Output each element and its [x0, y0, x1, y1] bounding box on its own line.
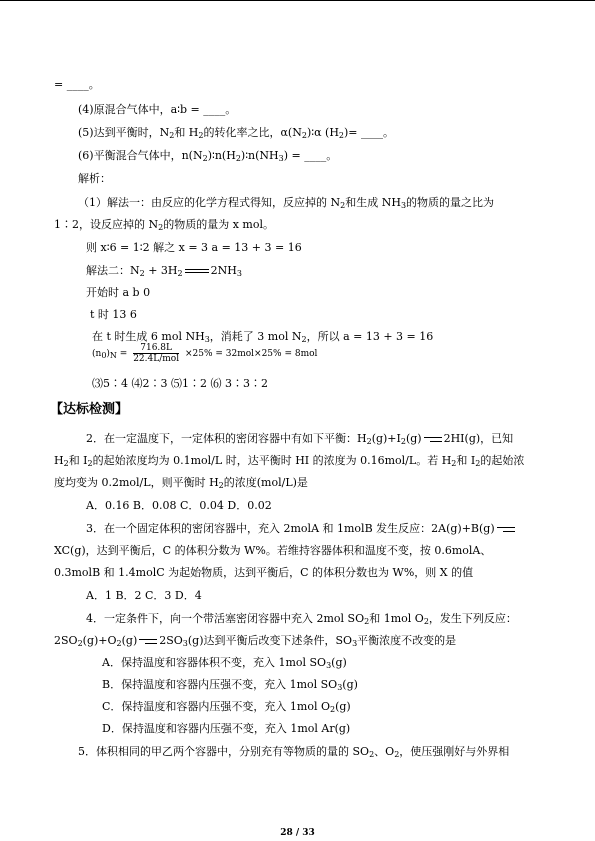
- question-3-line-3: 0.3molB 和 1.4molC 为起始物质，达到平衡后，C 的体积分数也为 W%，则 X 的值: [54, 566, 474, 579]
- equilibrium-arrow-icon: [183, 266, 211, 276]
- question-4-option-a: A．保持温度和容器体积不变，充入 1mol $SO_3(g)$: [102, 656, 347, 670]
- solution-line-2: 1∶2，设反应掉的 $N_2$的物质的量为 x mol。: [54, 218, 274, 232]
- solution-line-7: 在 t 时生成 6 mol $NH_3$，消耗了 3 mol $N_2$，所以 a = 13 + 3 = 16: [92, 330, 434, 344]
- solution-line-1: （1）解法一：由反应的化学方程式得知，反应掉的 $N_2$和生成 $NH_3$的物质的量之比为: [78, 196, 495, 210]
- question-5: (5)达到平衡时，$N_2$和 $H_2$的转化率之比，$\alpha(N_2)∶\alpha$ $(H_2)=$ ____。: [78, 126, 395, 140]
- question-2-line-3: 度均变为 0.2mol/L，则平衡时 $H_2$的浓度(mol/L)是: [54, 476, 308, 490]
- question-2-options: A．0.16 B．0.08 C．0.04 D．0.02: [86, 499, 272, 512]
- solution-t-row: t 时 13 6: [90, 308, 137, 321]
- section-heading: 【达标检测】: [50, 402, 129, 417]
- analysis-heading: 解析：: [78, 172, 111, 185]
- solution-start-row: 开始时 a b 0: [86, 286, 151, 299]
- question-4-line-2: $2SO_2(g)+O_2(g)$ $2SO_3(g)$达到平衡后改变下述条件，$SO_3$平衡浓度不改变的是: [54, 634, 457, 648]
- formula-fraction: $\frac{716.8L}{\text{22.4L/mol}}$: [133, 343, 180, 364]
- question-3-line-1: 3．在一个固定体积的密闭容器中，充入 2molA 和 1molB 发生反应：2A(g)+B(g): [86, 522, 517, 536]
- equilibrium-arrow-icon: [495, 524, 517, 534]
- question-6: (6)平衡混合气体中，$n(N_2)∶n(H_2)∶n(NH_3)$ = ____。: [78, 149, 338, 163]
- question-3-options: A．1 B．2 C．3 D．4: [86, 589, 202, 602]
- line-prev-answer: = ____。: [54, 78, 100, 91]
- question-2-line-2: $H_2$和 $I_2$的起始浓度均为 0.1mol/L 时，达平衡时 HI 的浓度为 0.16mol/L。若 $H_2$和 $I_2$的起始浓: [54, 454, 525, 468]
- page-number: 28 / 33: [280, 828, 315, 838]
- equilibrium-arrow-icon: [137, 636, 159, 646]
- question-4-line-1: 4．一定条件下，向一个带活塞密闭容器中充入 2mol $SO_2$和 1mol $O_2$，发生下列反应：: [86, 612, 517, 626]
- question-5-line-1: 5．体积相同的甲乙两个容器中，分别充有等物质的量的 $SO_2$、$O_2$，使压强刚好与外界相: [78, 745, 510, 759]
- question-2-line-1: 2．在一定温度下，一定体积的密闭容器中有如下平衡：$H_2(g)+I_2(g)$ 2HI(g)，已知: [86, 432, 514, 446]
- top-rule: [0, 0, 595, 1]
- question-3-line-2: XC(g)，达到平衡后，C 的体积分数为 W%。若维持容器体积和温度不变，按 0.6molA、: [54, 544, 492, 557]
- question-4-option-d: D．保持温度和容器内压强不变，充入 1mol Ar(g): [102, 722, 351, 735]
- question-4-option-c: C．保持温度和容器内压强不变，充入 1mol $O_2(g)$: [102, 700, 351, 714]
- solution-line-3: 则 x∶6 = 1∶2 解之 x = 3 a = 13 + 3 = 16: [86, 241, 302, 254]
- question-4: (4)原混合气体中，a∶b = ____。: [78, 103, 237, 116]
- formula-image: $(n_0)_N$ = $\frac{716.8L}{\text{22.4L/mol}}$ ×25% = 32mol×25% = 8mol: [92, 343, 318, 364]
- equilibrium-arrow-icon: [422, 434, 444, 444]
- question-4-option-b: B．保持温度和容器内压强不变，充入 1mol $SO_3(g)$: [102, 678, 358, 692]
- solution-method-2: 解法二：$N_2 + 3H_2$ $2NH_3$: [86, 264, 242, 278]
- answers-line: ⑶5∶4 ⑷2∶3 ⑸1∶2 ⑹ 3∶3∶2: [92, 377, 268, 390]
